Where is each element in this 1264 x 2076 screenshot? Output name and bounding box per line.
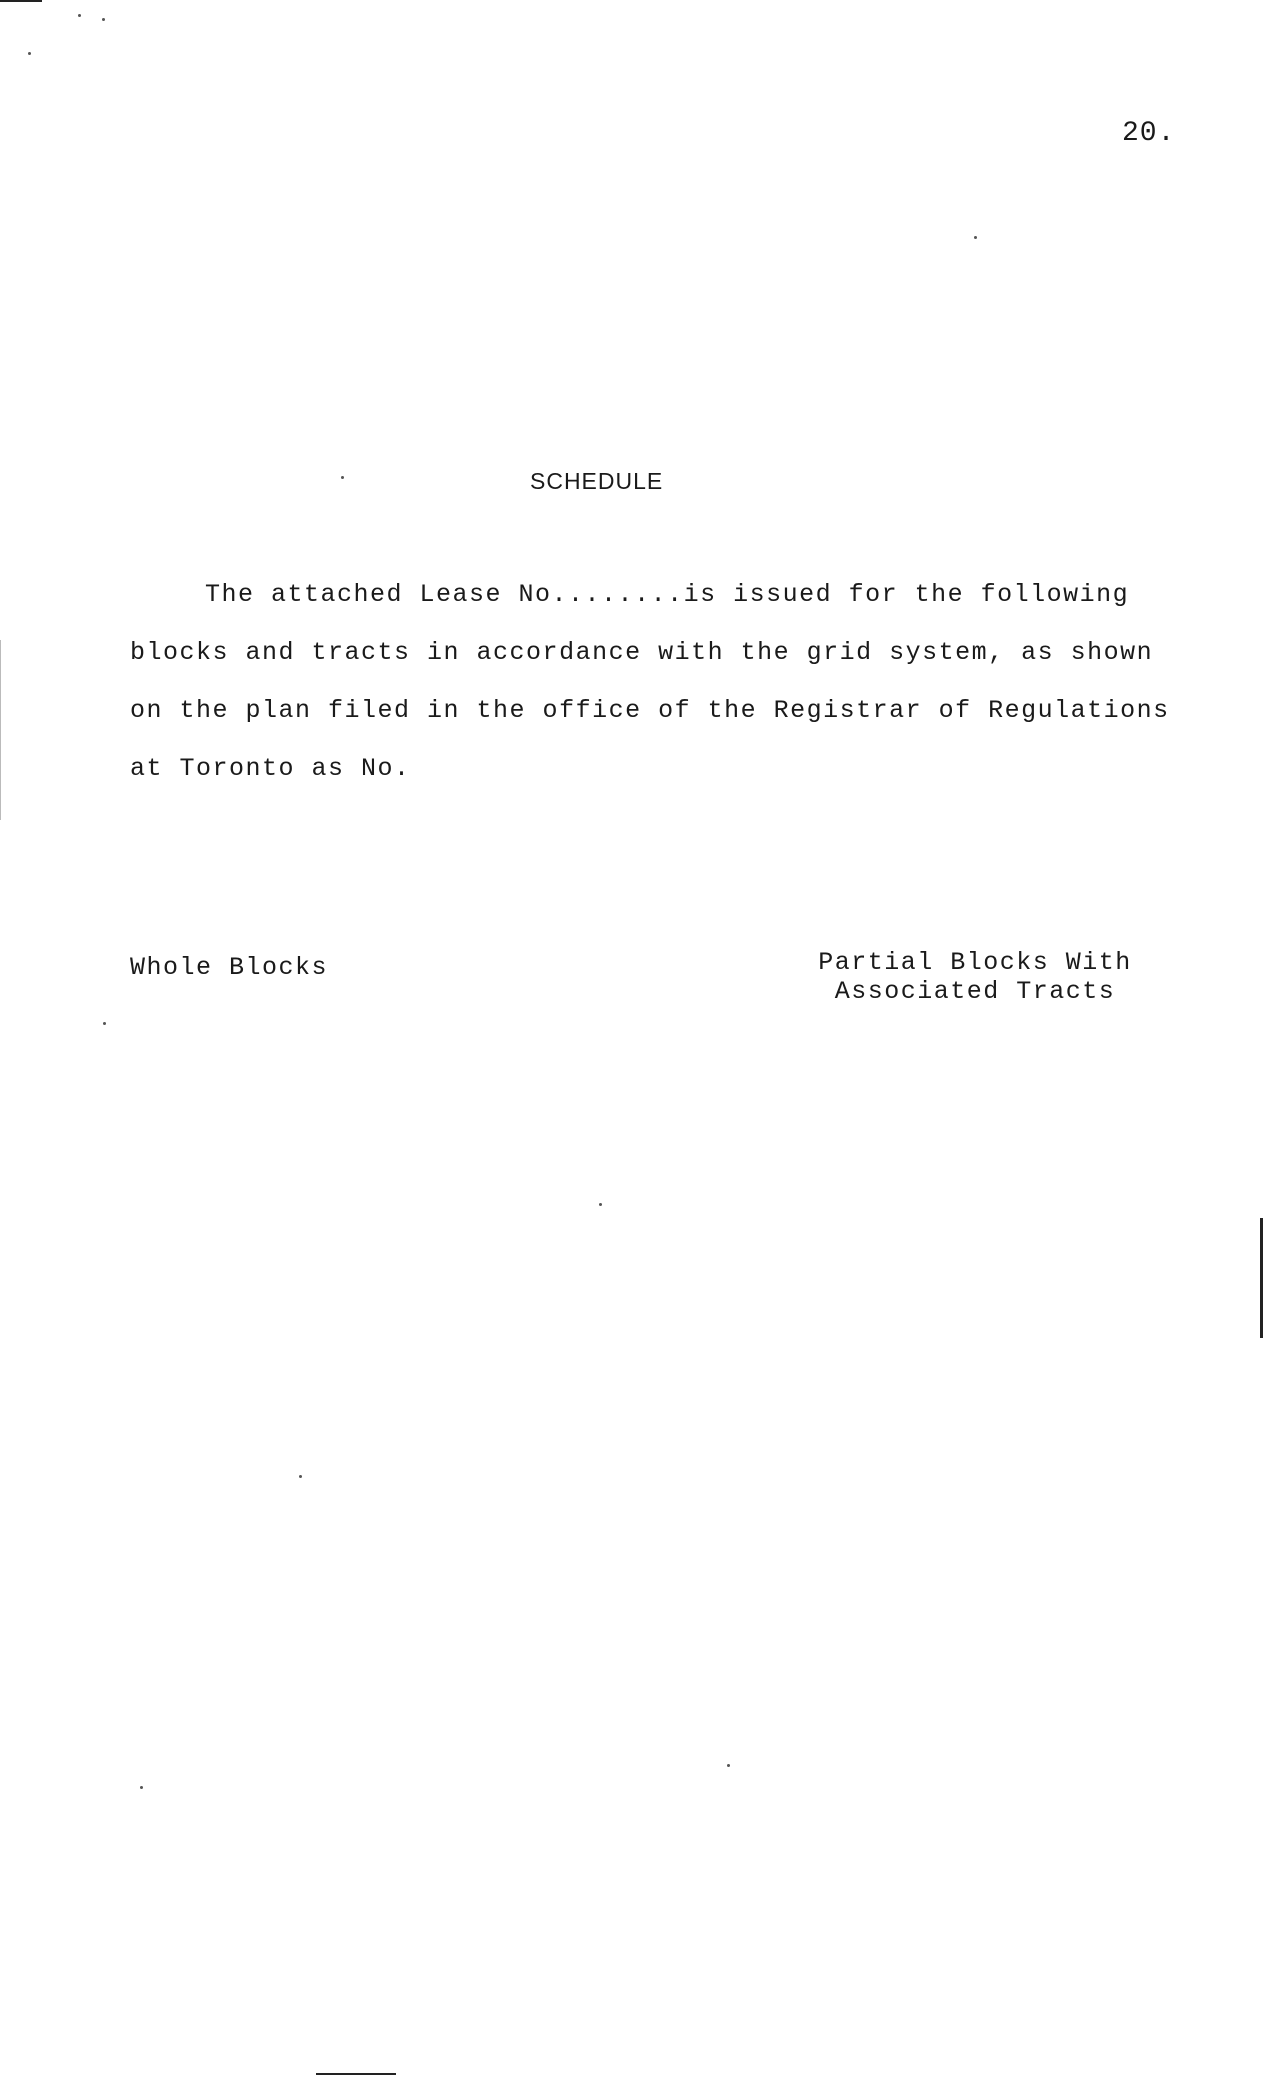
- scan-speck: [341, 476, 344, 479]
- whole-blocks-heading: Whole Blocks: [130, 953, 329, 982]
- paragraph-line-4: at Toronto as No.: [130, 754, 411, 783]
- scan-edge-mark-top-left: [0, 0, 42, 2]
- scan-edge-mark-left: [0, 640, 1, 820]
- scan-speck: [599, 1203, 602, 1206]
- page-number: 20.: [1122, 118, 1176, 149]
- paragraph-line-3: on the plan filed in the office of the Registrar of Regulations: [130, 696, 1170, 725]
- scan-speck: [974, 236, 977, 239]
- scan-speck: [727, 1764, 730, 1767]
- paragraph-line-2: blocks and tracts in accordance with the grid system, as shown: [130, 638, 1154, 667]
- scan-speck: [28, 52, 31, 55]
- scan-speck: [102, 18, 105, 21]
- scan-edge-mark-right: [1260, 1218, 1263, 1338]
- scan-speck: [299, 1475, 302, 1478]
- partial-blocks-heading-line-1: Partial Blocks With: [818, 948, 1132, 977]
- scan-edge-mark-bottom: [316, 2073, 396, 2075]
- scan-speck: [103, 1022, 106, 1025]
- scan-speck: [78, 14, 81, 17]
- schedule-title: SCHEDULE: [530, 468, 664, 494]
- partial-blocks-heading: [810, 948, 1140, 1006]
- paragraph-line-1: The attached Lease No........is issued for the following: [205, 580, 1130, 609]
- partial-blocks-heading-line-2: Associated Tracts: [834, 977, 1116, 1006]
- scan-speck: [140, 1786, 143, 1789]
